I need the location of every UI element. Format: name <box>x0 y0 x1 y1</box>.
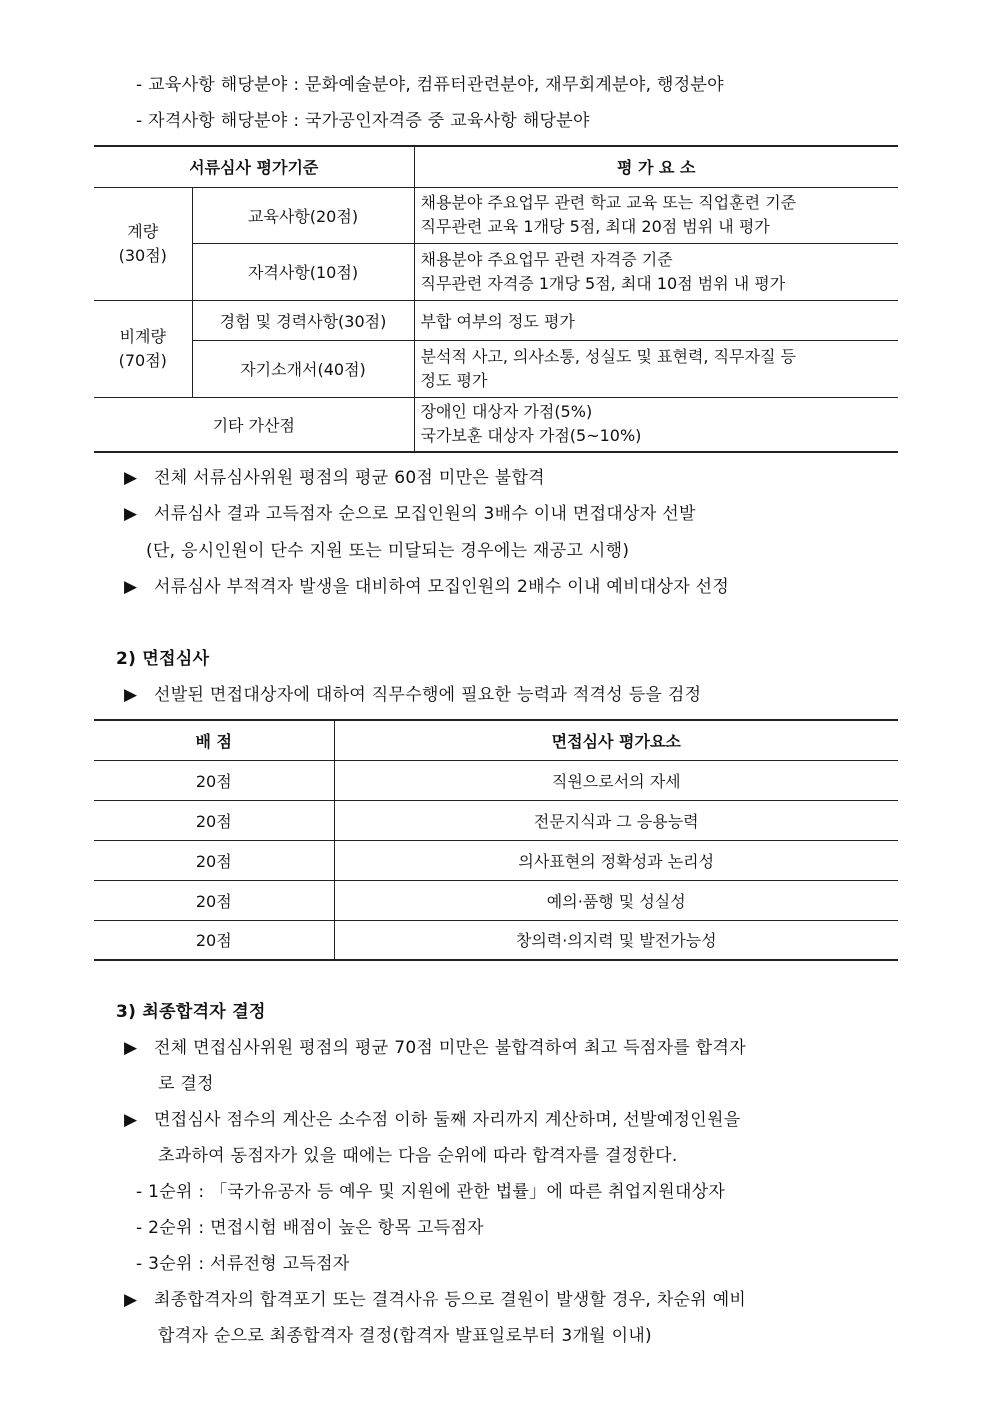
doc-note-1 <box>124 463 545 488</box>
header-interview-elements: 면접심사 평가요소 <box>334 720 898 760</box>
final-para-1-text: 전체 면접심사위원 평점의 평균 70점 미만은 불합격하여 최고 득점자를 합격자 <box>154 1038 746 1058</box>
table-row-score: 20점 <box>94 880 334 920</box>
triangle-bullet-icon: ▶ <box>124 1290 138 1310</box>
doc-note-1-text: 전체 서류심사위원 평점의 평균 60점 미만은 불합격 <box>154 468 545 488</box>
experience-desc: 부합 여부의 정도 평가 <box>414 300 898 340</box>
final-para-1 <box>124 1033 746 1058</box>
final-para-3-cont: 합격자 순으로 최종합격자 결정(합격자 발표일로부터 3개월 이내) <box>158 1326 652 1346</box>
doc-note-2 <box>124 499 696 524</box>
education-label: 교육사항(20점) <box>192 187 414 243</box>
education-fields-line: - 교육사항 해당분야 : 문화예술분야, 컴퓨터관련분야, 재무회계분야, 행정분야 <box>136 75 724 95</box>
triangle-bullet-icon: ▶ <box>124 468 138 488</box>
header-elements: 평 가 요 소 <box>414 146 898 187</box>
triangle-bullet-icon: ▶ <box>124 504 138 524</box>
final-para-2-cont: 초과하여 동점자가 있을 때에는 다음 순위에 따라 합격자를 결정한다. <box>158 1146 678 1166</box>
final-para-3 <box>124 1285 746 1310</box>
certificate-fields-line: - 자격사항 해당분야 : 국가공인자격증 중 교육사항 해당분야 <box>136 111 590 131</box>
experience-label: 경험 및 경력사항(30점) <box>192 300 414 340</box>
certificate-label: 자격사항(10점) <box>192 243 414 300</box>
table-row-element: 예의·품행 및 성실성 <box>334 880 898 920</box>
table-row-element: 의사표현의 정확성과 논리성 <box>334 840 898 880</box>
education-desc: 채용분야 주요업무 관련 학교 교육 또는 직업훈련 기준 직무관련 교육 1개당 5점, 최대 20점 범위 내 평가 <box>414 187 898 243</box>
header-criteria: 서류심사 평가기준 <box>94 146 414 187</box>
table-row-score: 20점 <box>94 800 334 840</box>
self-intro-desc: 분석적 사고, 의사소통, 성실도 및 표현력, 직무자질 등 정도 평가 <box>414 340 898 397</box>
final-heading: 3) 최종합격자 결정 <box>116 1002 266 1022</box>
rank-1: - 1순위 : 「국가유공자 등 예우 및 지원에 관한 법률」에 따른 취업지원대상자 <box>136 1182 726 1202</box>
final-para-1-cont: 로 결정 <box>158 1074 214 1094</box>
doc-note-3-text: 서류심사 부적격자 발생을 대비하여 모집인원의 2배수 이내 예비대상자 선정 <box>154 577 730 597</box>
table-row-score: 20점 <box>94 920 334 960</box>
table-row-element: 전문지식과 그 응용능력 <box>334 800 898 840</box>
bonus-label: 기타 가산점 <box>94 397 414 452</box>
doc-note-3 <box>124 572 729 597</box>
table-row-element: 창의력·의지력 및 발전가능성 <box>334 920 898 960</box>
interview-note <box>124 680 701 705</box>
rank-2: - 2순위 : 면접시험 배점이 높은 항목 고득점자 <box>136 1218 484 1238</box>
self-intro-label: 자기소개서(40점) <box>192 340 414 397</box>
interview-table <box>94 719 898 961</box>
document-screening-table <box>94 145 898 453</box>
final-para-3-text: 최종합격자의 합격포기 또는 결격사유 등으로 결원이 발생할 경우, 차순위 예비 <box>154 1290 747 1310</box>
certificate-desc: 채용분야 주요업무 관련 자격증 기준 직무관련 자격증 1개당 5점, 최대 10점 범위 내 평가 <box>414 243 898 300</box>
bonus-desc: 장애인 대상자 가점(5%) 국가보훈 대상자 가점(5~10%) <box>414 397 898 452</box>
triangle-bullet-icon: ▶ <box>124 1110 138 1130</box>
interview-heading: 2) 면접심사 <box>116 649 210 669</box>
rank-3: - 3순위 : 서류전형 고득점자 <box>136 1254 350 1274</box>
interview-note-text: 선발된 면접대상자에 대하여 직무수행에 필요한 능력과 적격성 등을 검정 <box>154 685 702 705</box>
doc-note-2-text: 서류심사 결과 고득점자 순으로 모집인원의 3배수 이내 면접대상자 선발 <box>154 504 696 524</box>
group-qualitative: 비계량 (70점) <box>94 300 192 397</box>
doc-note-2b: (단, 응시인원이 단수 지원 또는 미달되는 경우에는 재공고 시행) <box>146 541 630 561</box>
triangle-bullet-icon: ▶ <box>124 1038 138 1058</box>
table-row-element: 직원으로서의 자세 <box>334 760 898 800</box>
table-row-score: 20점 <box>94 840 334 880</box>
final-para-2-text: 면접심사 점수의 계산은 소수점 이하 둘째 자리까지 계산하며, 선발예정인원을 <box>154 1110 741 1130</box>
group-quantitative: 계량 (30점) <box>94 187 192 300</box>
table-row-score: 20점 <box>94 760 334 800</box>
final-para-2 <box>124 1105 740 1130</box>
triangle-bullet-icon: ▶ <box>124 577 138 597</box>
triangle-bullet-icon: ▶ <box>124 685 138 705</box>
header-score: 배 점 <box>94 720 334 760</box>
